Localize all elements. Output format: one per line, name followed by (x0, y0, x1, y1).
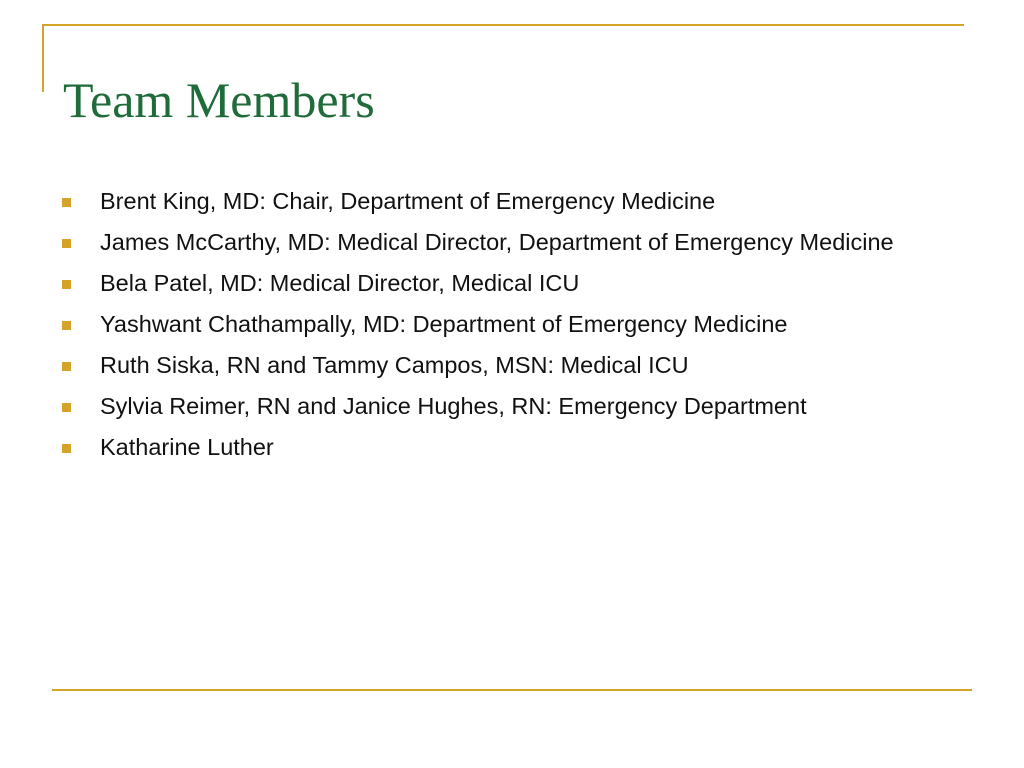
bullet-text: Yashwant Chathampally, MD: Department of Emergency Medicine (100, 311, 788, 337)
slide-title: Team Members (63, 72, 375, 128)
square-bullet-icon (62, 321, 71, 330)
left-border-line (42, 24, 44, 92)
bullet-item (62, 267, 962, 300)
top-border-line (42, 24, 964, 26)
square-bullet-icon (62, 239, 71, 248)
bullet-text: Bela Patel, MD: Medical Director, Medical ICU (100, 270, 580, 296)
square-bullet-icon (62, 280, 71, 289)
square-bullet-icon (62, 403, 71, 412)
square-bullet-icon (62, 444, 71, 453)
bullet-item (62, 349, 962, 382)
bullet-list (62, 185, 962, 472)
square-bullet-icon (62, 362, 71, 371)
bullet-item (62, 390, 962, 423)
square-bullet-icon (62, 198, 71, 207)
bullet-text: James McCarthy, MD: Medical Director, Department of Emergency Medicine (100, 229, 894, 255)
bullet-item (62, 431, 962, 464)
bullet-text: Sylvia Reimer, RN and Janice Hughes, RN: Emergency Department (100, 393, 807, 419)
bullet-item (62, 226, 962, 259)
bullet-text: Ruth Siska, RN and Tammy Campos, MSN: Medical ICU (100, 352, 689, 378)
bottom-border-line (52, 689, 972, 691)
bullet-item (62, 185, 962, 218)
bullet-text: Brent King, MD: Chair, Department of Emergency Medicine (100, 188, 716, 214)
bullet-item (62, 308, 962, 341)
bullet-text: Katharine Luther (100, 434, 274, 460)
